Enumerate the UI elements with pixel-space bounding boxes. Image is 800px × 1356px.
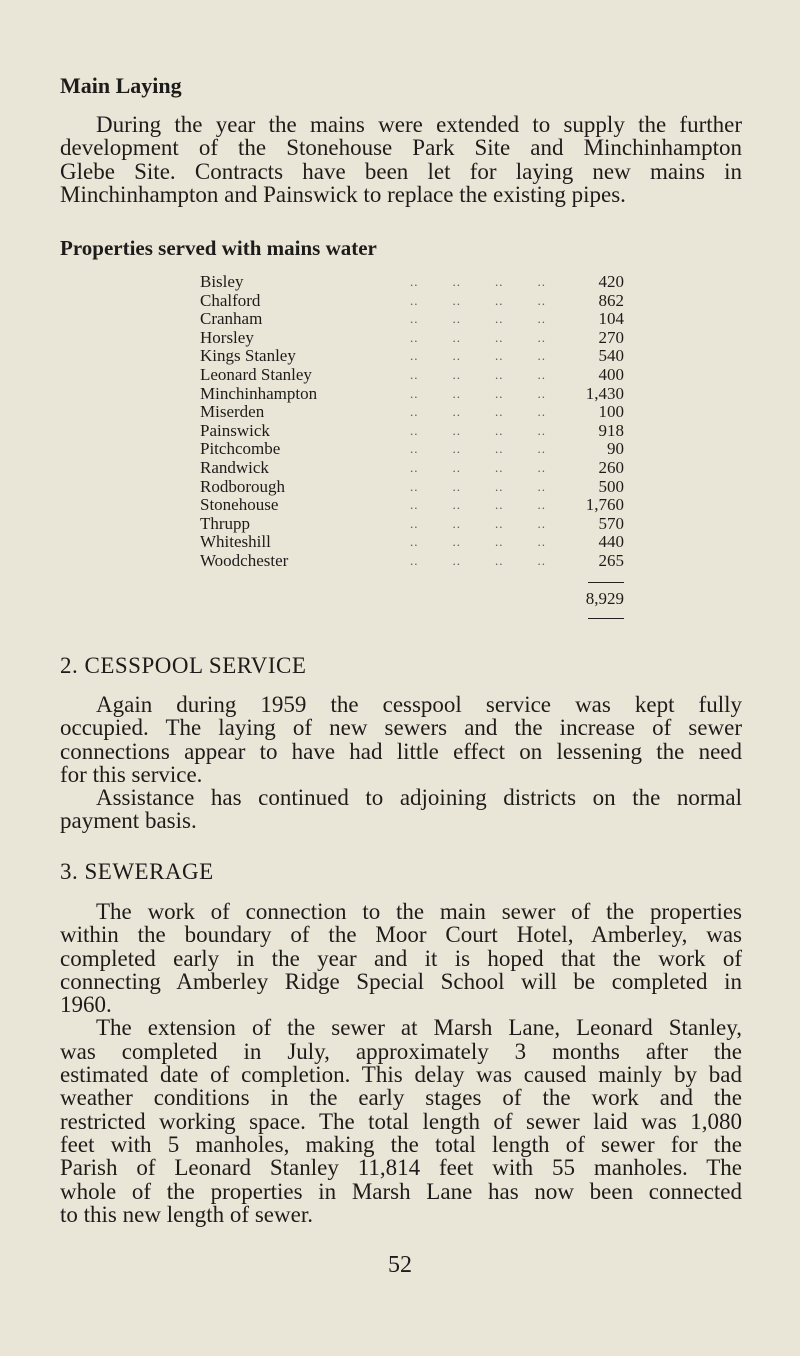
parish-name: Chalford (200, 290, 261, 310)
leader-dots: .. .. .. .. (410, 385, 546, 401)
leader-dots: .. .. .. .. (410, 366, 546, 382)
property-count: 270 (598, 327, 624, 347)
leader-dots: .. .. .. .. (410, 274, 546, 289)
property-count: 440 (598, 532, 624, 552)
text-line: restricted working space. The total length of sewer laid was 1,080 (60, 1108, 742, 1134)
property-count: 104 (598, 309, 624, 329)
property-count: 918 (598, 420, 624, 440)
sewerage-heading: 3. SEWERAGE (60, 859, 214, 884)
parish-name: Randwick (200, 457, 269, 477)
property-count: 540 (598, 346, 624, 366)
parish-name: Thrupp (200, 513, 251, 533)
leader-dots: .. .. .. .. (410, 404, 546, 420)
parish-name: Kings Stanley (200, 346, 296, 366)
text-line: Glebe Site. Contracts have been let for laying new mains in (60, 158, 742, 184)
parish-name: Miserden (200, 402, 265, 422)
property-count: 862 (598, 290, 624, 310)
leader-dots: .. .. .. .. (410, 552, 546, 568)
total-rule (588, 618, 624, 619)
text-line: within the boundary of the Moor Court Hotel, Amberley, was (60, 922, 742, 948)
leader-dots: .. .. .. .. (410, 478, 546, 494)
property-count: 100 (598, 402, 624, 422)
paragraph (60, 1016, 742, 1226)
table-row (200, 422, 624, 441)
table-row (200, 403, 624, 422)
property-count: 400 (598, 364, 624, 384)
parish-name: Woodchester (200, 550, 289, 570)
paragraph (60, 786, 742, 833)
parish-name: Rodborough (200, 476, 285, 496)
property-count: 1,430 (585, 383, 624, 403)
text-line: connecting Amberley Ridge Special School will be completed in (60, 968, 742, 994)
parish-name: Stonehouse (200, 495, 279, 515)
text-line: was completed in July, approximately 3 months after the (60, 1038, 742, 1064)
text-line: Minchinhampton and Painswick to replace the existing pipes. (60, 181, 626, 207)
property-count: 420 (598, 272, 624, 291)
parish-name: Painswick (200, 420, 270, 440)
subtotal-rule (588, 582, 624, 583)
text-line: Parish of Leonard Stanley 11,814 feet with 55 manholes. The (60, 1155, 742, 1181)
leader-dots: .. .. .. .. (410, 292, 546, 308)
leader-dots: .. .. .. .. (410, 311, 546, 327)
table-row (200, 552, 624, 571)
property-count: 500 (598, 476, 624, 496)
leader-dots: .. .. .. .. (410, 497, 546, 513)
paragraph (60, 900, 742, 1016)
sewerage-body (60, 900, 742, 1226)
table-row (200, 478, 624, 497)
text-line: During the year the mains were extended to supply the further (96, 112, 742, 137)
parish-name: Horsley (200, 327, 254, 347)
parish-name: Whiteshill (200, 532, 271, 552)
leader-dots: .. .. .. .. (410, 422, 546, 438)
property-count: 570 (598, 513, 624, 533)
table-row (200, 459, 624, 478)
text-line: feet with 5 manholes, making the total length of sewer for the (60, 1131, 742, 1157)
text-line: The work of connection to the main sewer of the properties (96, 899, 742, 924)
table-row (200, 310, 624, 329)
table-row (200, 440, 624, 459)
text-line: The extension of the sewer at Marsh Lane, Leonard Stanley, (96, 1015, 742, 1041)
main-laying-paragraph (60, 113, 742, 206)
text-line: for this service. (60, 761, 203, 787)
text-line: development of the Stonehouse Park Site and Minchinhampton (60, 135, 742, 161)
table-row (200, 515, 624, 534)
leader-dots: .. .. .. .. (410, 534, 546, 550)
text-line: 1960. (60, 992, 112, 1018)
text-line: whole of the properties in Marsh Lane has now been connected (60, 1178, 742, 1204)
cesspool-heading: 2. CESSPOOL SERVICE (60, 653, 307, 678)
parish-name: Pitchcombe (200, 439, 281, 459)
text-line: occupied. The laying of new sewers and the increase of sewer (60, 715, 742, 741)
cesspool-body (60, 693, 742, 833)
table-row (200, 329, 624, 348)
properties-table (200, 273, 624, 623)
table-row (200, 366, 624, 385)
property-count: 1,760 (585, 495, 624, 515)
properties-table-title: Properties served with mains water (60, 236, 377, 260)
table-row (200, 385, 624, 404)
text-line: estimated date of completion. This delay was caused mainly by bad (60, 1062, 742, 1088)
text-line: connections appear to have had little effect on lessening the need (60, 738, 742, 764)
section-title-main-laying: Main Laying (60, 73, 182, 98)
text-line: to this new length of sewer. (60, 1201, 313, 1227)
text-line: payment basis. (60, 808, 197, 834)
table-row (200, 496, 624, 515)
property-count: 260 (598, 457, 624, 477)
leader-dots: .. .. .. .. (410, 459, 546, 475)
text-line: completed early in the year and it is hoped that the work of (60, 945, 742, 971)
parish-name: Cranham (200, 309, 263, 329)
table-row (200, 347, 624, 366)
table-row (200, 273, 624, 292)
leader-dots: .. .. .. .. (410, 441, 546, 457)
text-line: Again during 1959 the cesspool service was kept fully (96, 692, 742, 717)
text-line: weather conditions in the early stages of the work and the (60, 1085, 742, 1111)
property-count: 265 (598, 550, 624, 570)
paragraph (60, 693, 742, 786)
leader-dots: .. .. .. .. (410, 329, 546, 345)
leader-dots: .. .. .. .. (410, 515, 546, 531)
leader-dots: .. .. .. .. (410, 348, 546, 364)
parish-name: Minchinhampton (200, 383, 318, 403)
text-line: Assistance has continued to adjoining districts on the normal (96, 785, 742, 811)
parish-name: Leonard Stanley (200, 364, 312, 384)
property-count: 90 (607, 439, 624, 459)
table-row (200, 533, 624, 552)
page-number: 52 (388, 1252, 412, 1278)
table-row (200, 292, 624, 311)
properties-total: 8,929 (585, 589, 624, 608)
parish-name: Bisley (200, 272, 244, 291)
